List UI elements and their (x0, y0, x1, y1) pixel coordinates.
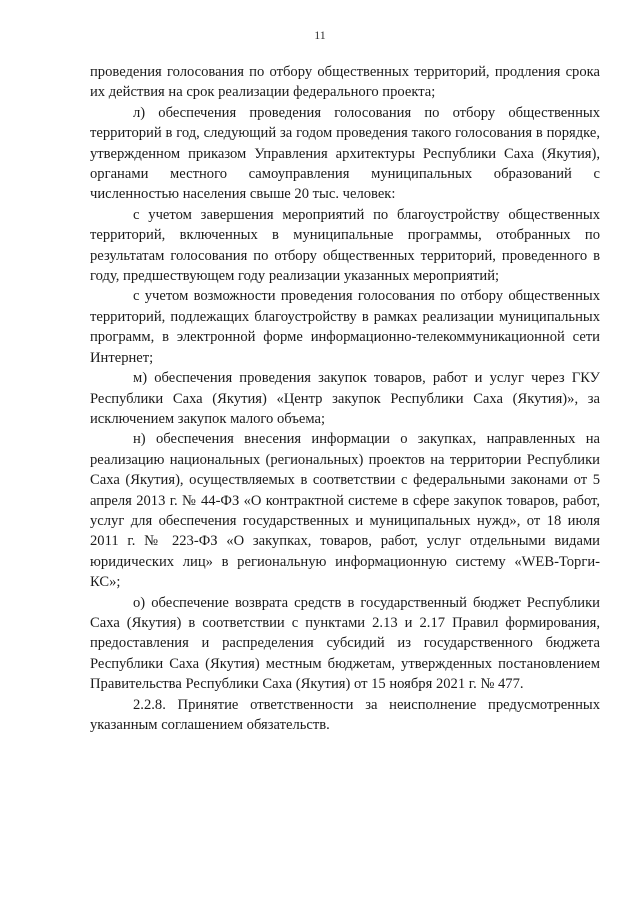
paragraph: с учетом завершения мероприятий по благоустройству общественных территорий, включенных в муниципальные программы, отобранных по результатам голосования по отбору общественных территорий, проведенного в году, предшествующем году реализации указанных мероприятий; (90, 206, 600, 285)
paragraph: о) обеспечение возврата средств в государственный бюджет Республики Саха (Якутия) в соответствии с пунктами 2.13 и 2.17 Правил формирования, предоставления и распределения субсидий из государственного бюджета Республики Саха (Якутия) местным бюджетам, утвержденных постановлением Правительства Республики Саха (Якутия) от 15 ноября 2021 г. № 477. (90, 594, 600, 693)
document-body (90, 62, 600, 735)
paragraph: проведения голосования по отбору общественных территорий, продления срока их действия на срок реализации федерального проекта; (90, 64, 600, 101)
page-number: 11 (314, 28, 326, 42)
paragraph: с учетом возможности проведения голосования по отбору общественных территорий, подлежащих благоустройству в рамках реализации муниципальных программ, в электронной форме информационно-телекоммуникационной сети Интернет; (90, 288, 600, 366)
paragraph: л) обеспечения проведения голосования по отбору общественных территорий в год, следующий за годом проведения такого голосования в порядке, утвержденном приказом Управления архитектуры Республики Саха (Якутия), органами местного самоуправления муниципальных образований с численностью населения свыше 20 тыс. человек: (90, 104, 600, 203)
paragraph: м) обеспечения проведения закупок товаров, работ и услуг через ГКУ Республики Саха (Якутия) «Центр закупок Республики Саха (Якутия)», за исключением закупок малого объема; (90, 370, 600, 427)
paragraph: н) обеспечения внесения информации о закупках, направленных на реализацию национальных (региональных) проектов на территории Республики Саха (Якутия), осуществляемых в соответствии с федеральными законами от 5 апреля 2013 г. № 44-ФЗ «О контрактной системе в сфере закупок товаров, работ, услуг для обеспечения государственных и муниципальных нужд», от 18 июля 2011 г. № 223-ФЗ «О закупках, товаров, работ, услуг отдельными видами юридических лиц» в региональную информационную систему «WEB-Торги-КС»; (90, 431, 600, 591)
paragraph: 2.2.8. Принятие ответственности за неисполнение предусмотренных указанным соглашением обязательств. (90, 696, 600, 733)
